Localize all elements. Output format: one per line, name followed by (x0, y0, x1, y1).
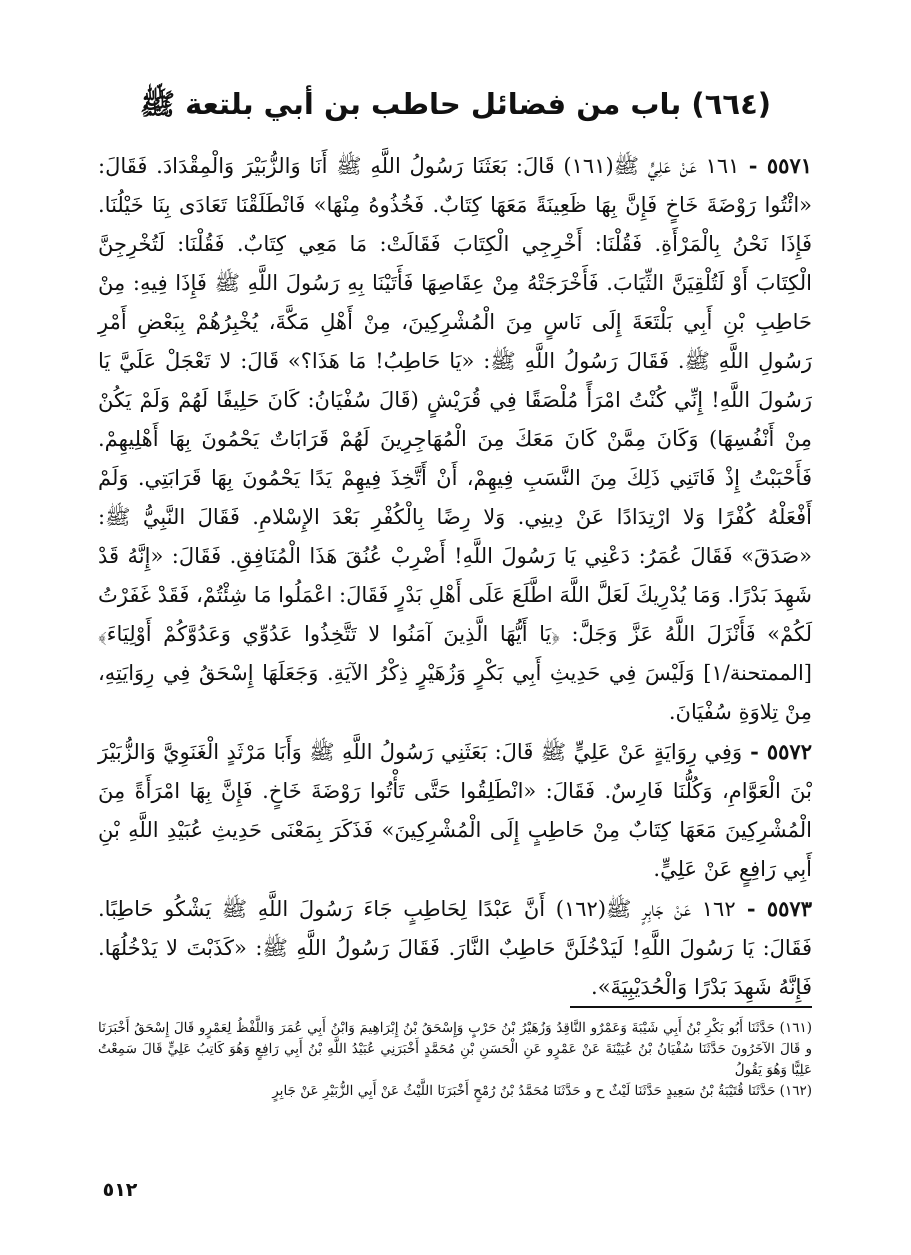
hadith-number: ٥٥٧٢ - (742, 739, 812, 764)
chapter-title: (٦٦٤) باب من فضائل حاطب بن أبي بلتعة ﷺ (139, 87, 772, 121)
hadith-5571 (98, 146, 812, 732)
hadith-number: ٥٥٧١ - (739, 153, 813, 178)
footnotes (98, 1018, 812, 1102)
hadith-5572 (98, 732, 812, 889)
footnote-162: (١٦٢) حَدَّثَنَا قُتَيْبَةُ بْنُ سَعِيدٍ حَدَّثَنَا لَيْثٌ ح و حَدَّثَنَا مُحَمَّدُ بْنُ رُمْحٍ أَخْبَرَنَا اللَّيْثُ عَنْ أَبِي الزُّبَيْرِ عَنْ جَابِرٍ (272, 1083, 812, 1099)
hadith-text: وَفِي رِوَايَةٍ عَنْ عَلِيٍّ ﷺ قَالَ: بَعَثَنِي رَسُولُ اللَّهِ ﷺ وَأَبَا مَرْثَدٍ الْغَنَوِيَّ وَالزُّبَيْرَ بْنَ الْعَوَّامِ، وَكُلُّنَا فَارِسٌ. فَقَالَ: «انْطَلِقُوا حَتَّى تَأْتُوا رَوْضَةَ خَاخٍ. فَإِنَّ بِهَا امْرَأَةً مِنَ الْمُشْرِكِينَ مَعَهَا كِتَابٌ مِنْ حَاطِبٍ إِلَى الْمُشْرِكِينَ» فَذَكَرَ بِمَعْنَى حَدِيثِ عُبَيْدِ اللَّهِ بْنِ أَبِي رَافِعٍ عَنْ عَلِيٍّ. (98, 740, 812, 881)
hadith-5573 (98, 889, 812, 1007)
hadith-text: ١٦٢ عَنْ جَابِرٍ ﷺ(١٦٢) أَنَّ عَبْدًا لِحَاطِبٍ جَاءَ رَسُولَ اللَّهِ ﷺ يَشْكُو حَاطِبًا. فَقَالَ: يَا رَسُولَ اللَّهِ! لَيَدْخُلَنَّ حَاطِبٌ النَّارَ. فَقَالَ رَسُولُ اللَّهِ ﷺ: «كَذَبْتَ لا يَدْخُلُهَا. فَإِنَّهُ شَهِدَ بَدْرًا وَالْحُدَيْبِيَةَ». (98, 897, 812, 999)
footnote-161: (١٦١) حَدَّثَنَا أَبُو بَكْرِ بْنُ أَبِي شَيْبَةَ وَعَمْرٌو النَّاقِدُ وَزُهَيْرُ بْنُ حَرْبٍ وَإِسْحَقُ بْنُ إِبْرَاهِيمَ وَابْنُ أَبِي عُمَرَ وَاللَّفْظُ لِعَمْرٍو قَالَ إِسْحَقُ أَخْبَرَنَا و قَالَ الآخَرُونَ حَدَّثَنَا سُفْيَانُ بْنُ عُيَيْنَةَ عَنْ عَمْرٍو عَنِ الْحَسَنِ بْنِ مُحَمَّدٍ أَخْبَرَنِي عُبَيْدُ اللَّهِ بْنُ أَبِي رَافِعٍ وَهُوَ كَاتِبُ عَلِيٍّ قَالَ سَمِعْتُ عَلِيًّا وَهُوَ يَقُولُ (98, 1020, 812, 1078)
page-number: ٥١٢ (102, 1179, 138, 1201)
hadith-text: ١٦١ عَنْ عَلِيٍّ ﷺ(١٦١) قَالَ: بَعَثَنَا رَسُولُ اللَّهِ ﷺ أَنَا وَالزُّبَيْرَ وَالْمِقْدَادَ. فَقَالَ: «ائْتُوا رَوْضَةَ خَاخٍ فَإِنَّ بِهَا ظَعِينَةً مَعَهَا كِتَابٌ. فَخُذُوهُ مِنْهَا» فَانْطَلَقْنَا تَعَادَى بِنَا خَيْلُنَا. فَإِذَا نَحْنُ بِالْمَرْأَةِ. فَقُلْنَا: أَخْرِجِي الْكِتَابَ فَقَالَتْ: مَا مَعِي كِتَابٌ. فَقُلْنَا: لَتُخْرِجِنَّ الْكِتَابَ أَوْ لَتُلْقِيَنَّ الثِّيَابَ. فَأَخْرَجَتْهُ مِنْ عِقَاصِهَا فَأَتَيْنَا بِهِ رَسُولَ اللَّهِ ﷺ فَإِذَا فِيهِ: مِنْ حَاطِبِ بْنِ أَبِي بَلْتَعَةَ إِلَى نَاسٍ مِنَ الْمُشْرِكِينَ، مِنْ أَهْلِ مَكَّةَ، يُخْبِرُهُمْ بِبَعْضِ أَمْرِ رَسُولِ اللَّهِ ﷺ. فَقَالَ رَسُولُ اللَّهِ ﷺ: «يَا حَاطِبُ! مَا هَذَا؟» قَالَ: لا تَعْجَلْ عَلَيَّ يَا رَسُولَ اللَّهِ! إِنِّي كُنْتُ امْرَأً مُلْصَقًا فِي قُرَيْشٍ (قَالَ سُفْيَانُ: كَانَ حَلِيفًا لَهُمْ وَلَمْ يَكُنْ مِنْ أَنْفُسِهَا) وَكَانَ مِمَّنْ كَانَ مَعَكَ مِنَ الْمُهَاجِرِينَ لَهُمْ قَرَابَاتٌ يَحْمُونَ بِهَا أَهْلِيهِمْ. فَأَحْبَبْتُ إِذْ فَاتَنِي ذَلِكَ مِنَ النَّسَبِ فِيهِمْ، أَنْ أَتَّخِذَ فِيهِمْ يَدًا يَحْمُونَ بِهَا قَرَابَتِي. وَلَمْ أَفْعَلْهُ كُفْرًا وَلا ارْتِدَادًا عَنْ دِينِي. وَلا رِضًا بِالْكُفْرِ بَعْدَ الإِسْلامِ. فَقَالَ النَّبِيُّ ﷺ: «صَدَقَ» فَقَالَ عُمَرُ: دَعْنِي يَا رَسُولَ اللَّهِ! أَضْرِبْ عُنُقَ هَذَا الْمُنَافِقِ. فَقَالَ: «إِنَّهُ قَدْ شَهِدَ بَدْرًا. وَمَا يُدْرِيكَ لَعَلَّ اللَّهَ اطَّلَعَ عَلَى أَهْلِ بَدْرٍ فَقَالَ: اعْمَلُوا مَا شِئْتُمْ، فَقَدْ غَفَرْتُ لَكُمْ» فَأَنْزَلَ اللَّهُ عَزَّ وَجَلَّ: ﴿يَا أَيُّهَا الَّذِينَ آمَنُوا لا تَتَّخِذُوا عَدُوِّي وَعَدُوَّكُمْ أَوْلِيَاءَ﴾ [الممتحنة/١] وَلَيْسَ فِي حَدِيثِ أَبِي بَكْرٍ وَزُهَيْرٍ ذِكْرُ الآيَةِ. وَجَعَلَهَا إِسْحَقُ فِي رِوَايَتِهِ، مِنْ تِلاوَةِ سُفْيَانَ. (98, 154, 813, 724)
hadith-number: ٥٥٧٣ - (735, 896, 812, 921)
footnote-divider (570, 1006, 812, 1008)
hadith-body (98, 146, 812, 1007)
